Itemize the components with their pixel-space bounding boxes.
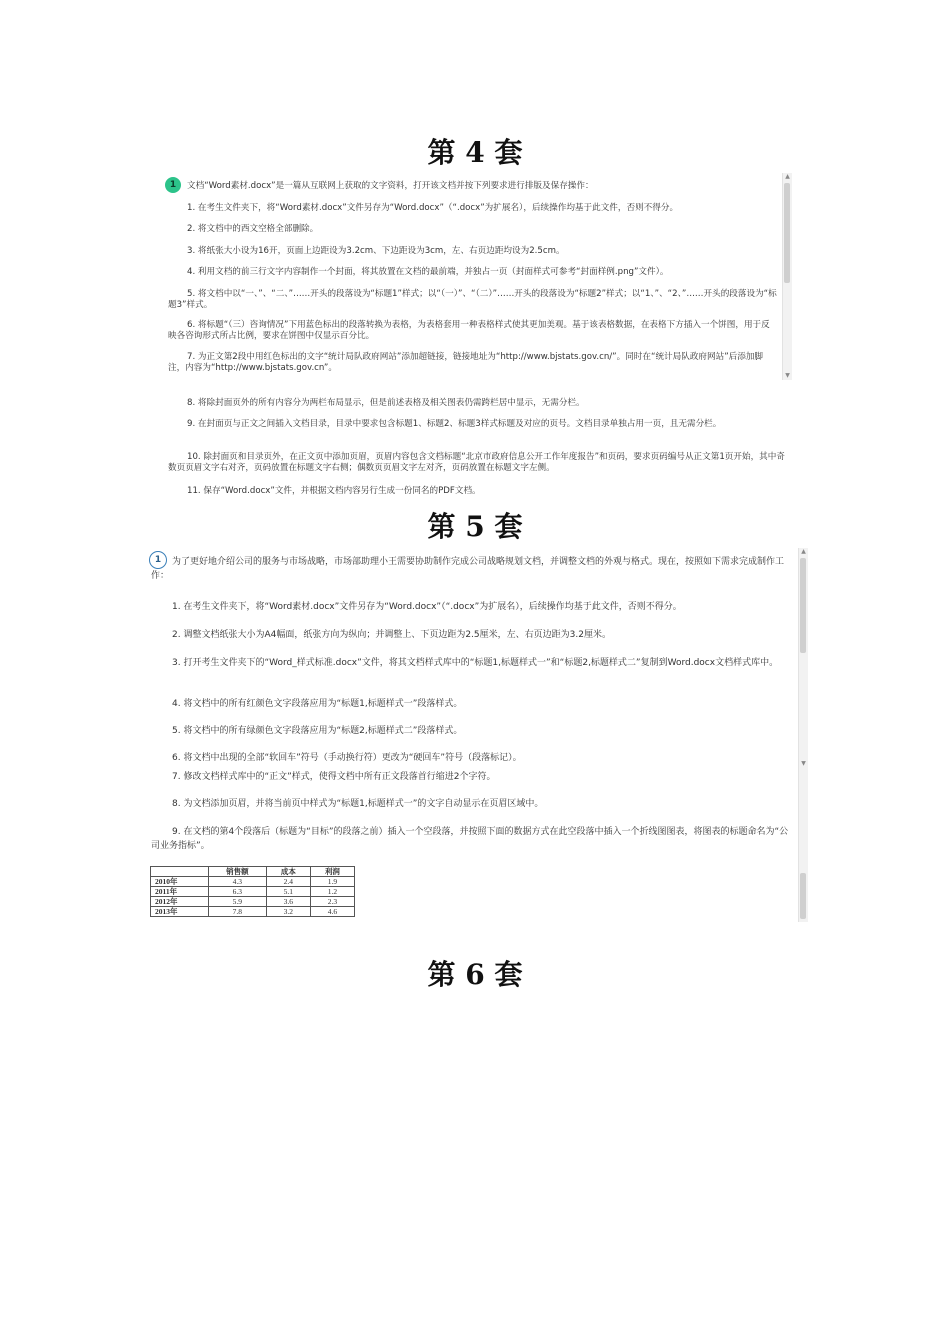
set4-scrollbar-top[interactable] bbox=[782, 173, 792, 380]
set5-step-3: 3. 打开考生文件夹下的“Word_样式标准.docx”文件，将其文档样式库中的“标题1,标题样式一”和“标题2,标题样式二”复制到Word.docx文档样式库中。 bbox=[172, 658, 779, 668]
table-header-cell bbox=[151, 867, 209, 877]
set4-step-3: 3. 将纸张大小设为16开，页面上边距设为3.2cm、下边距设为3cm，左、右页边距均设为2.5cm。 bbox=[187, 246, 565, 256]
table-cell: 6.3 bbox=[208, 887, 266, 897]
scroll-thumb[interactable] bbox=[800, 873, 806, 919]
set5-scrollbar-bottom[interactable] bbox=[798, 768, 808, 922]
set5-step-2: 2. 调整文档纸张大小为A4幅面，纸张方向为纵向；并调整上、下页边距为2.5厘米，左、右页边距为3.2厘米。 bbox=[172, 630, 611, 640]
set4-step-6: 6. 将标题“（三）咨询情况”下用蓝色标出的段落转换为表格，为表格套用一种表格样式使其更加美观。基于该表格数据，在表格下方插入一个饼图，用于反映各咨询形式所占比例，要求在饼图中仅显示百分比。 bbox=[168, 320, 770, 341]
data-table bbox=[150, 866, 355, 917]
table-cell: 5.9 bbox=[208, 897, 266, 907]
set4-step-10: 10. 除封面页和目录页外，在正文页中添加页眉，页眉内容包含文档标题“北京市政府信息公开工作年度报告”和页码，要求页码编号从正文第1页开始，其中奇数页页眉文字右对齐，页码放置在标题文字右侧；偶数页页眉文字左对齐，页码放置在标题文字左侧。 bbox=[168, 452, 785, 473]
set4-step-2: 2. 将文档中的西文空格全部删除。 bbox=[187, 224, 319, 234]
set5-step-9: 9. 在文档的第4个段落后（标题为“目标”的段落之前）插入一个空段落，并按照下面的数据方式在此空段落中插入一个折线图图表，将图表的标题命名为“公司业务指标”。 bbox=[151, 827, 789, 851]
table-cell: 3.6 bbox=[266, 897, 310, 907]
table-header-cell: 成本 bbox=[266, 867, 310, 877]
table-cell: 2010年 bbox=[151, 877, 209, 887]
set5-title: 第 5 套 bbox=[427, 510, 523, 543]
set4-step-4: 4. 利用文档的前三行文字内容制作一个封面，将其放置在文档的最前端，并独占一页（封面样式可参考“封面样例.png”文件）。 bbox=[187, 267, 669, 277]
table-row bbox=[151, 897, 355, 907]
set5-step-6: 6. 将文档中出现的全部“软回车”符号（手动换行符）更改为“硬回车”符号（段落标记）。 bbox=[172, 753, 522, 763]
set5-step-8: 8. 为文档添加页眉，并将当前页中样式为“标题1,标题样式一”的文字自动显示在页眉区域中。 bbox=[172, 799, 544, 809]
table-cell: 1.9 bbox=[310, 877, 354, 887]
set4-step-5: 5. 将文档中以“一、”、“二、”……开头的段落设为“标题1”样式；以“（一）”、“（二）”……开头的段落设为“标题2”样式；以“1、”、“2、”……开头的段落设为“标题3”样式。 bbox=[168, 289, 777, 310]
table-cell: 2013年 bbox=[151, 907, 209, 917]
table-cell: 5.1 bbox=[266, 887, 310, 897]
scroll-up-arrow-icon[interactable]: ▲ bbox=[801, 548, 806, 555]
set5-step-4: 4. 将文档中的所有红颜色文字段落应用为“标题1,标题样式一”段落样式。 bbox=[172, 699, 463, 709]
step-number-badge-icon: 1 bbox=[165, 177, 181, 193]
set5-step-7: 7. 修改文档样式库中的“正文”样式，使得文档中所有正文段落首行缩进2个字符。 bbox=[172, 772, 496, 782]
table-cell: 2.4 bbox=[266, 877, 310, 887]
table-header-cell: 利润 bbox=[310, 867, 354, 877]
set4-step-9: 9. 在封面页与正文之间插入文档目录，目录中要求包含标题1、标题2、标题3样式标题及对应的页号。文档目录单独占用一页，且无需分栏。 bbox=[187, 419, 722, 429]
set5-step-5: 5. 将文档中的所有绿颜色文字段落应用为“标题2,标题样式二”段落样式。 bbox=[172, 726, 463, 736]
set4-step-7: 7. 为正文第2段中用红色标出的文字“统计局队政府网站”添加超链接，链接地址为“http://www.bjstats.gov.cn/”。同时在“统计局队政府网站”后添加脚注，内容为“http://www.bjstats.gov.cn”。 bbox=[168, 352, 764, 373]
table-cell: 2.3 bbox=[310, 897, 354, 907]
table-header-cell: 销售额 bbox=[208, 867, 266, 877]
set5-intro: 为了更好地介绍公司的服务与市场战略，市场部助理小王需要协助制作完成公司战略规划文档，并调整文档的外观与格式。现在，按照如下需求完成制作工作： bbox=[151, 557, 785, 581]
table-cell: 4.3 bbox=[208, 877, 266, 887]
table-cell: 7.8 bbox=[208, 907, 266, 917]
table-cell: 2012年 bbox=[151, 897, 209, 907]
scroll-down-arrow-icon[interactable]: ▼ bbox=[785, 372, 790, 379]
table-cell: 1.2 bbox=[310, 887, 354, 897]
set4-intro: 文档“Word素材.docx”是一篇从互联网上获取的文字资料，打开该文档并按下列要求进行排版及保存操作： bbox=[187, 181, 594, 191]
table-cell: 2011年 bbox=[151, 887, 209, 897]
table-cell: 4.6 bbox=[310, 907, 354, 917]
set5-scrollbar-top[interactable] bbox=[798, 548, 808, 768]
table-header-row bbox=[151, 867, 355, 877]
set4-step-1: 1. 在考生文件夹下，将“Word素材.docx”文件另存为“Word.docx”（“.docx”为扩展名），后续操作均基于此文件，否则不得分。 bbox=[187, 203, 679, 213]
set4-title: 第 4 套 bbox=[427, 136, 523, 169]
table-row bbox=[151, 877, 355, 887]
step-number-badge-icon: 1 bbox=[149, 551, 167, 569]
table-row bbox=[151, 907, 355, 917]
scroll-up-arrow-icon[interactable]: ▲ bbox=[785, 173, 790, 180]
set6-title: 第 6 套 bbox=[427, 958, 523, 991]
set4-step-11: 11. 保存“Word.docx”文件，并根据文档内容另行生成一份同名的PDF文档。 bbox=[187, 486, 481, 496]
scroll-thumb[interactable] bbox=[800, 558, 806, 653]
table-cell: 3.2 bbox=[266, 907, 310, 917]
scroll-down-arrow-icon[interactable]: ▼ bbox=[801, 760, 806, 767]
table-row bbox=[151, 887, 355, 897]
set4-step-8: 8. 将除封面页外的所有内容分为两栏布局显示，但是前述表格及相关图表仍需跨栏居中显示，无需分栏。 bbox=[187, 398, 585, 408]
set5-step-1: 1. 在考生文件夹下，将“Word素材.docx”文件另存为“Word.docx”（“.docx”为扩展名），后续操作均基于此文件，否则不得分。 bbox=[172, 602, 682, 612]
scroll-thumb[interactable] bbox=[784, 183, 790, 283]
